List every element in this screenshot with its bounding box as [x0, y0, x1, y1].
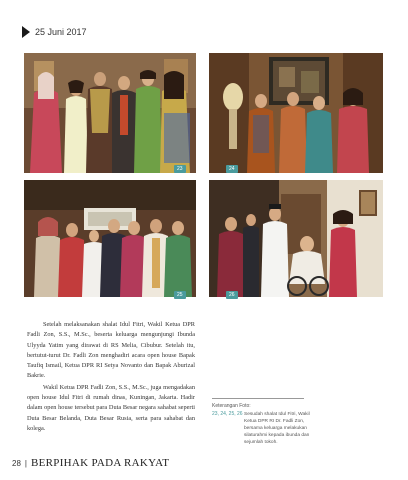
date-text: 25 Juni 2017	[35, 27, 87, 37]
photo-open-house-group	[24, 180, 196, 297]
page-footer	[12, 457, 169, 469]
caption-photo-numbers: 23, 24, 25, 26	[212, 411, 243, 417]
photo-family-group	[24, 53, 196, 173]
footer-separator: |	[24, 459, 27, 468]
article-paragraph: Setelah melaksanakan shalat Idul Fitri, Wakil Ketua DPR Fadli Zon, S.S., M.Sc., beserta keluarga mengunjungi Ibunda Ulyyda Yatim yang dirawat di RS Melia, Cibubur. Setelah itu, bertutut-turut Dr. Fadli Zon menghadiri acara open house Bapak Taufiq Ismail, Ketua DPR RI Setya Novanto dan Bapak Aburizal Bakrie.	[27, 321, 195, 380]
date-header	[22, 26, 87, 38]
publication-title: BERPIHAK PADA RAKYAT	[30, 457, 170, 469]
caption-heading: Keterangan Foto:	[212, 403, 251, 409]
photo-number-badge: 25	[174, 291, 186, 299]
photo-number-badge: 24	[226, 165, 238, 173]
page-number: 28	[12, 459, 21, 468]
article-paragraph: Wakil Ketua DPR Fadli Zon, S.S., M.Sc., juga mengadakan open house Idul Fitri di rumah dinas, Kuningan, Jakarta. Hadir dalam open house tersebut para Duta Besar negara sahabat seperti Duta Besar Belanda, Duta Besar Rusia, serta para sahabat dan kolega.	[27, 383, 195, 432]
photo-number-badge: 23	[174, 165, 186, 173]
photo-number-badge: 26	[226, 291, 238, 299]
photo-visit-elder	[209, 180, 383, 297]
caption-divider	[212, 398, 304, 399]
triangle-icon	[22, 26, 30, 38]
photo-caption	[212, 411, 312, 446]
caption-text: Sesudah shalat Idul Fitri, Wakil Ketua DPR RI Dr. Fadli Zon, bersama keluarga melakukan silaturahmi kepada ibunda dan sejumlah tokoh.	[244, 412, 310, 445]
article-body	[27, 320, 195, 434]
photo-reception-group	[209, 53, 383, 173]
